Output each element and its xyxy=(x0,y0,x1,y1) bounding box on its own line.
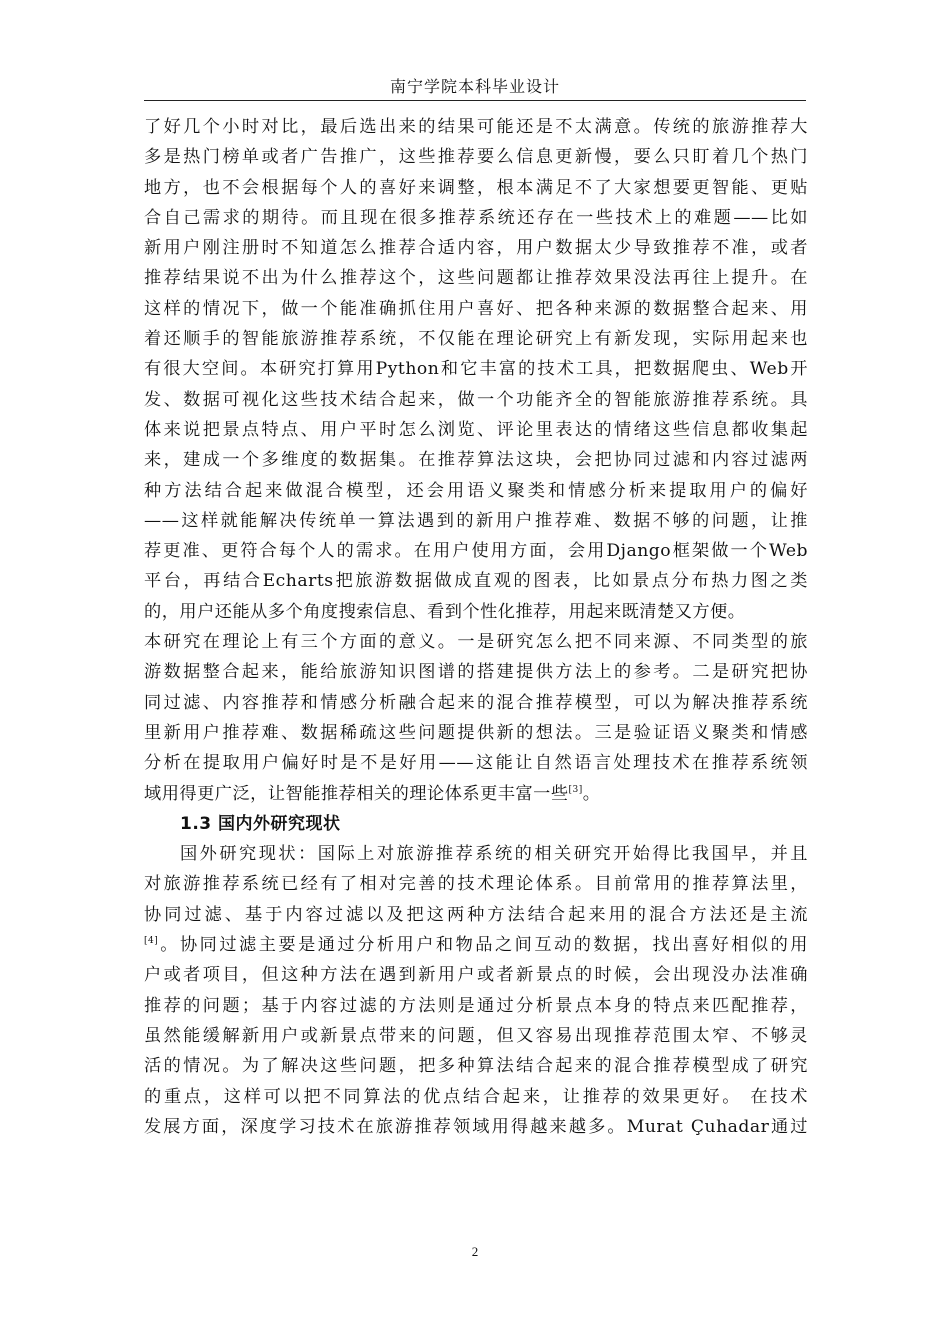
paragraph-significance xyxy=(144,627,808,809)
text-line-with-citation xyxy=(144,930,808,960)
page-number: 2 xyxy=(471,1244,479,1259)
text-line: 着还顺手的智能旅游推荐系统，不仅能在理论研究上有新发现，实际用起来也 xyxy=(144,329,808,350)
paragraph-background xyxy=(144,112,808,627)
text-line: 荐更准、更符合每个人的需求。在用户使用方面，会用Django框架做一个Web xyxy=(144,541,808,562)
text-line: 发、数据可视化这些技术结合起来，做一个功能齐全的智能旅游推荐系统。具 xyxy=(144,389,808,410)
section-heading: 1.3 国内外研究现状 xyxy=(180,813,341,834)
text-line: 来，建成一个多维度的数据集。在推荐算法这块，会把协同过滤和内容过滤两 xyxy=(144,450,808,471)
header-divider xyxy=(144,100,806,101)
text-line: 分析在提取用户偏好时是不是好用——这能让自然语言处理技术在推荐系统领 xyxy=(144,753,808,774)
text-line: 发展方面，深度学习技术在旅游推荐领域用得越来越多。Murat Çuhadar通过 xyxy=(144,1116,808,1137)
page-header-title: 南宁学院本科毕业设计 xyxy=(389,77,560,96)
text-line: 游数据整合起来，能给旅游知识图谱的搭建提供方法上的参考。二是研究把协 xyxy=(144,662,808,683)
text-segment: 域用得更广泛，让智能推荐相关的理论体系更丰富一些 xyxy=(144,783,569,804)
citation-ref: [3] xyxy=(568,784,583,795)
text-line: 体来说把景点特点、用户平时怎么浏览、评论里表达的情绪这些信息都收集起 xyxy=(144,419,808,440)
text-line: 的，用户还能从多个角度搜索信息、看到个性化推荐，用起来既清楚又方便。 xyxy=(144,601,746,622)
text-line: 地方，也不会根据每个人的喜好来调整，根本满足不了大家想要更智能、更贴 xyxy=(144,177,808,198)
text-segment: 。 xyxy=(582,783,601,804)
citation-ref: [4] xyxy=(144,936,159,947)
text-line: 虽然能缓解新用户或新景点带来的问题，但又容易出现推荐范围太窄、不够灵 xyxy=(144,1025,808,1046)
text-segment: 。协同过滤主要是通过分析用户和物品之间互动的数据，找出喜好相似的用 xyxy=(158,935,808,956)
text-line: 的重点，这样可以把不同算法的优点结合起来，让推荐的效果更好。 在技术 xyxy=(144,1086,808,1107)
text-line: 种方法结合起来做混合模型，还会用语义聚类和情感分析来提取用户的偏好 xyxy=(144,480,808,501)
text-line: 推荐结果说不出为什么推荐这个，这些问题都让推荐效果没法再往上提升。在 xyxy=(144,268,808,289)
text-line-with-citation xyxy=(144,779,808,809)
text-line: 户或者项目，但这种方法在遇到新用户或者新景点的时候，会出现没办法准确 xyxy=(144,965,808,986)
text-line: 多是热门榜单或者广告推广，这些推荐要么信息更新慢，要么只盯着几个热门 xyxy=(144,147,808,168)
text-line: 推荐的问题；基于内容过滤的方法则是通过分析景点本身的特点来匹配推荐， xyxy=(144,995,808,1016)
text-line: 协同过滤、基于内容过滤以及把这两种方法结合起来用的混合方法还是主流 xyxy=(144,904,808,925)
text-line: 里新用户推荐难、数据稀疏这些问题提供新的想法。三是验证语义聚类和情感 xyxy=(144,722,808,743)
text-line: 这样的情况下，做一个能准确抓住用户喜好、把各种来源的数据整合起来、用 xyxy=(144,298,808,319)
text-line: 有很大空间。本研究打算用Python和它丰富的技术工具，把数据爬虫、Web开 xyxy=(144,359,808,380)
text-line: 合自己需求的期待。而且现在很多推荐系统还存在一些技术上的难题——比如 xyxy=(144,207,808,228)
text-line: 对旅游推荐系统已经有了相对完善的技术理论体系。目前常用的推荐算法里， xyxy=(144,874,808,895)
text-line: 活的情况。为了解决这些问题，把多种算法结合起来的混合推荐模型成了研究 xyxy=(144,1056,808,1077)
document-body xyxy=(144,112,808,1142)
paragraph-foreign-research xyxy=(144,839,808,1142)
text-line: 了好几个小时对比，最后选出来的结果可能还是不太满意。传统的旅游推荐大 xyxy=(144,117,808,137)
text-line: 平台，再结合Echarts把旅游数据做成直观的图表，比如景点分布热力图之类 xyxy=(144,571,808,592)
text-line: 本研究在理论上有三个方面的意义。一是研究怎么把不同来源、不同类型的旅 xyxy=(144,632,808,653)
text-line: 国外研究现状：国际上对旅游推荐系统的相关研究开始得比我国早，并且 xyxy=(180,844,808,865)
text-line: 同过滤、内容推荐和情感分析融合起来的混合推荐模型，可以为解决推荐系统 xyxy=(144,692,808,713)
text-line: ——这样就能解决传统单一算法遇到的新用户推荐难、数据不够的问题，让推 xyxy=(144,510,808,531)
text-line: 新用户刚注册时不知道怎么推荐合适内容，用户数据太少导致推荐不准，或者 xyxy=(144,238,808,259)
